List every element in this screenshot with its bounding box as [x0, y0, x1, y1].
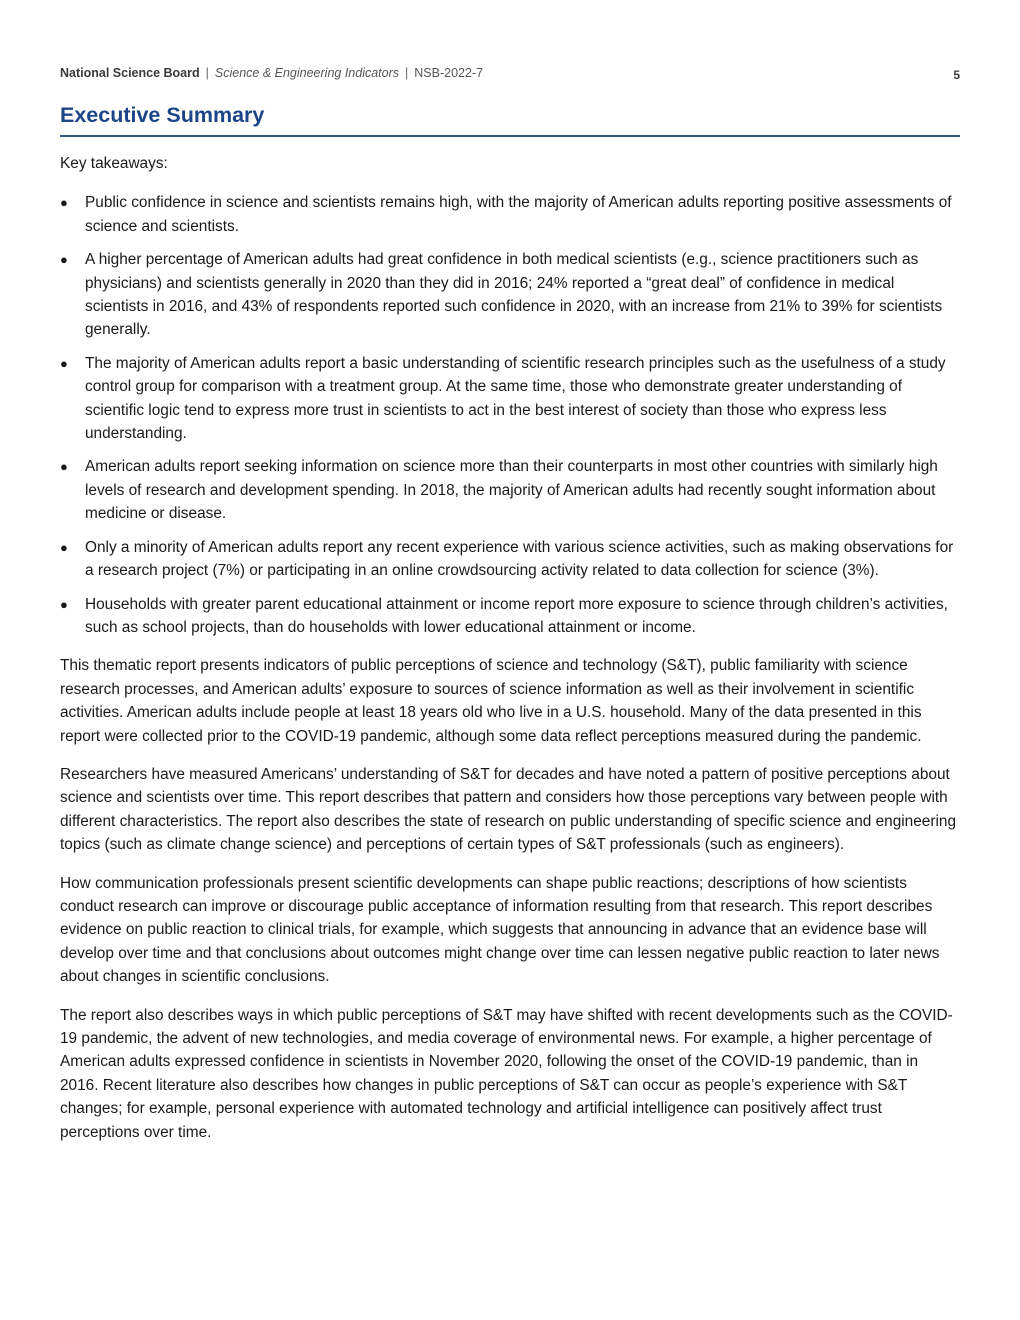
list-item — [60, 352, 960, 446]
header-report-id: NSB-2022-7 — [414, 66, 484, 80]
list-item — [60, 191, 960, 238]
bullet-icon: ● — [60, 459, 68, 475]
bullet-icon: ● — [60, 355, 68, 371]
header-separator: | — [405, 66, 409, 80]
bullet-icon: ● — [60, 596, 68, 612]
page-number: 5 — [953, 68, 960, 82]
takeaway-text: The majority of American adults report a basic understanding of scientific research principles such as the usefulness of a study control group for comparison with a treatment group. At the same time, those who demonstrate greater understanding of scientific logic tend to express more trust in scientists to act in the best interest of society than those who express less understanding. — [85, 354, 946, 443]
body-paragraph: The report also describes ways in which public perceptions of S&T may have shifted with recent developments such as the COVID-19 pandemic, the advent of new technologies, and media coverage of environmental news. For example, a higher percentage of American adults expressed confidence in scientists in November 2020, following the onset of the COVID-19 pandemic, than in 2016. Recent literature also describes how changes in public perceptions of S&T can occur as people’s experience with S&T changes; for example, personal experience with automated technology and artificial intelligence can positively affect trust perceptions over time. — [60, 1006, 953, 1141]
document-page — [60, 64, 960, 1144]
running-header — [60, 64, 960, 84]
bullet-icon: ● — [60, 539, 68, 555]
header-separator: | — [205, 66, 209, 80]
list-item — [60, 248, 960, 342]
takeaway-text: Households with greater parent educational attainment or income report more exposure to science through children’s activities, such as school projects, than do households with lower educational attainment or income. — [85, 595, 948, 636]
list-item — [60, 536, 960, 583]
takeaways-list — [60, 191, 960, 639]
header-publication: Science & Engineering Indicators — [214, 66, 400, 80]
body-paragraph: This thematic report presents indicators of public perceptions of science and technology (S&T), public familiarity with science research processes, and American adults’ exposure to sources of science information as well as their involvement in scientific activities. American adults include people at least 18 years old who live in a U.S. household. Many of the data presented in this report were collected prior to the COVID-19 pandemic, although some data reflect perceptions measured during the pandemic. — [60, 657, 922, 745]
bullet-icon: ● — [60, 252, 68, 268]
takeaway-text: A higher percentage of American adults had great confidence in both medical scientists (e.g., science practitioners such as physicians) and scientists generally in 2020 than they did in 2016; 24% reported a “great deal” of confidence in medical scientists in 2016, and 43% of respondents reported such confidence in 2020, with an increase from 21% to 39% for scientists generally. — [85, 251, 943, 339]
section-title: Executive Summary — [60, 101, 960, 137]
takeaways-intro: Key takeaways: — [60, 155, 168, 172]
takeaway-text: American adults report seeking information on science more than their counterparts in most other countries with similarly high levels of research and development spending. In 2018, the majority of American adults had recently sought information about medicine or disease. — [85, 458, 938, 523]
bullet-icon: ● — [60, 195, 68, 211]
list-item — [60, 593, 960, 640]
body-paragraph: Researchers have measured Americans’ understanding of S&T for decades and have noted a pattern of positive perceptions about science and scientists over time. This report describes that pattern and considers how those perceptions vary between people with different characteristics. The report also describes the state of research on public understanding of specific science and engineering topics (such as climate change science) and perceptions of certain types of S&T professionals (such as engineers). — [60, 765, 957, 854]
takeaway-text: Only a minority of American adults report any recent experience with various science activities, such as making observations for a research project (7%) or participating in an online crowdsourcing activity related to data collection for science (3%). — [85, 538, 954, 580]
list-item — [60, 455, 960, 525]
body-paragraph: How communication professionals present scientific developments can shape public reactions; descriptions of how scientists conduct research can improve or discourage public acceptance of information resulting from that research. This report describes evidence on public reaction to clinical trials, for example, which suggests that announcing in advance that an evidence base will develop over time and that conclusions about outcomes might change over time can lessen negative public reaction to later news about changes in scientific conclusions. — [60, 874, 940, 986]
takeaway-text: Public confidence in science and scientists remains high, with the majority of American adults reporting positive assessments of science and scientists. — [85, 194, 952, 235]
header-organization: National Science Board — [60, 66, 200, 80]
